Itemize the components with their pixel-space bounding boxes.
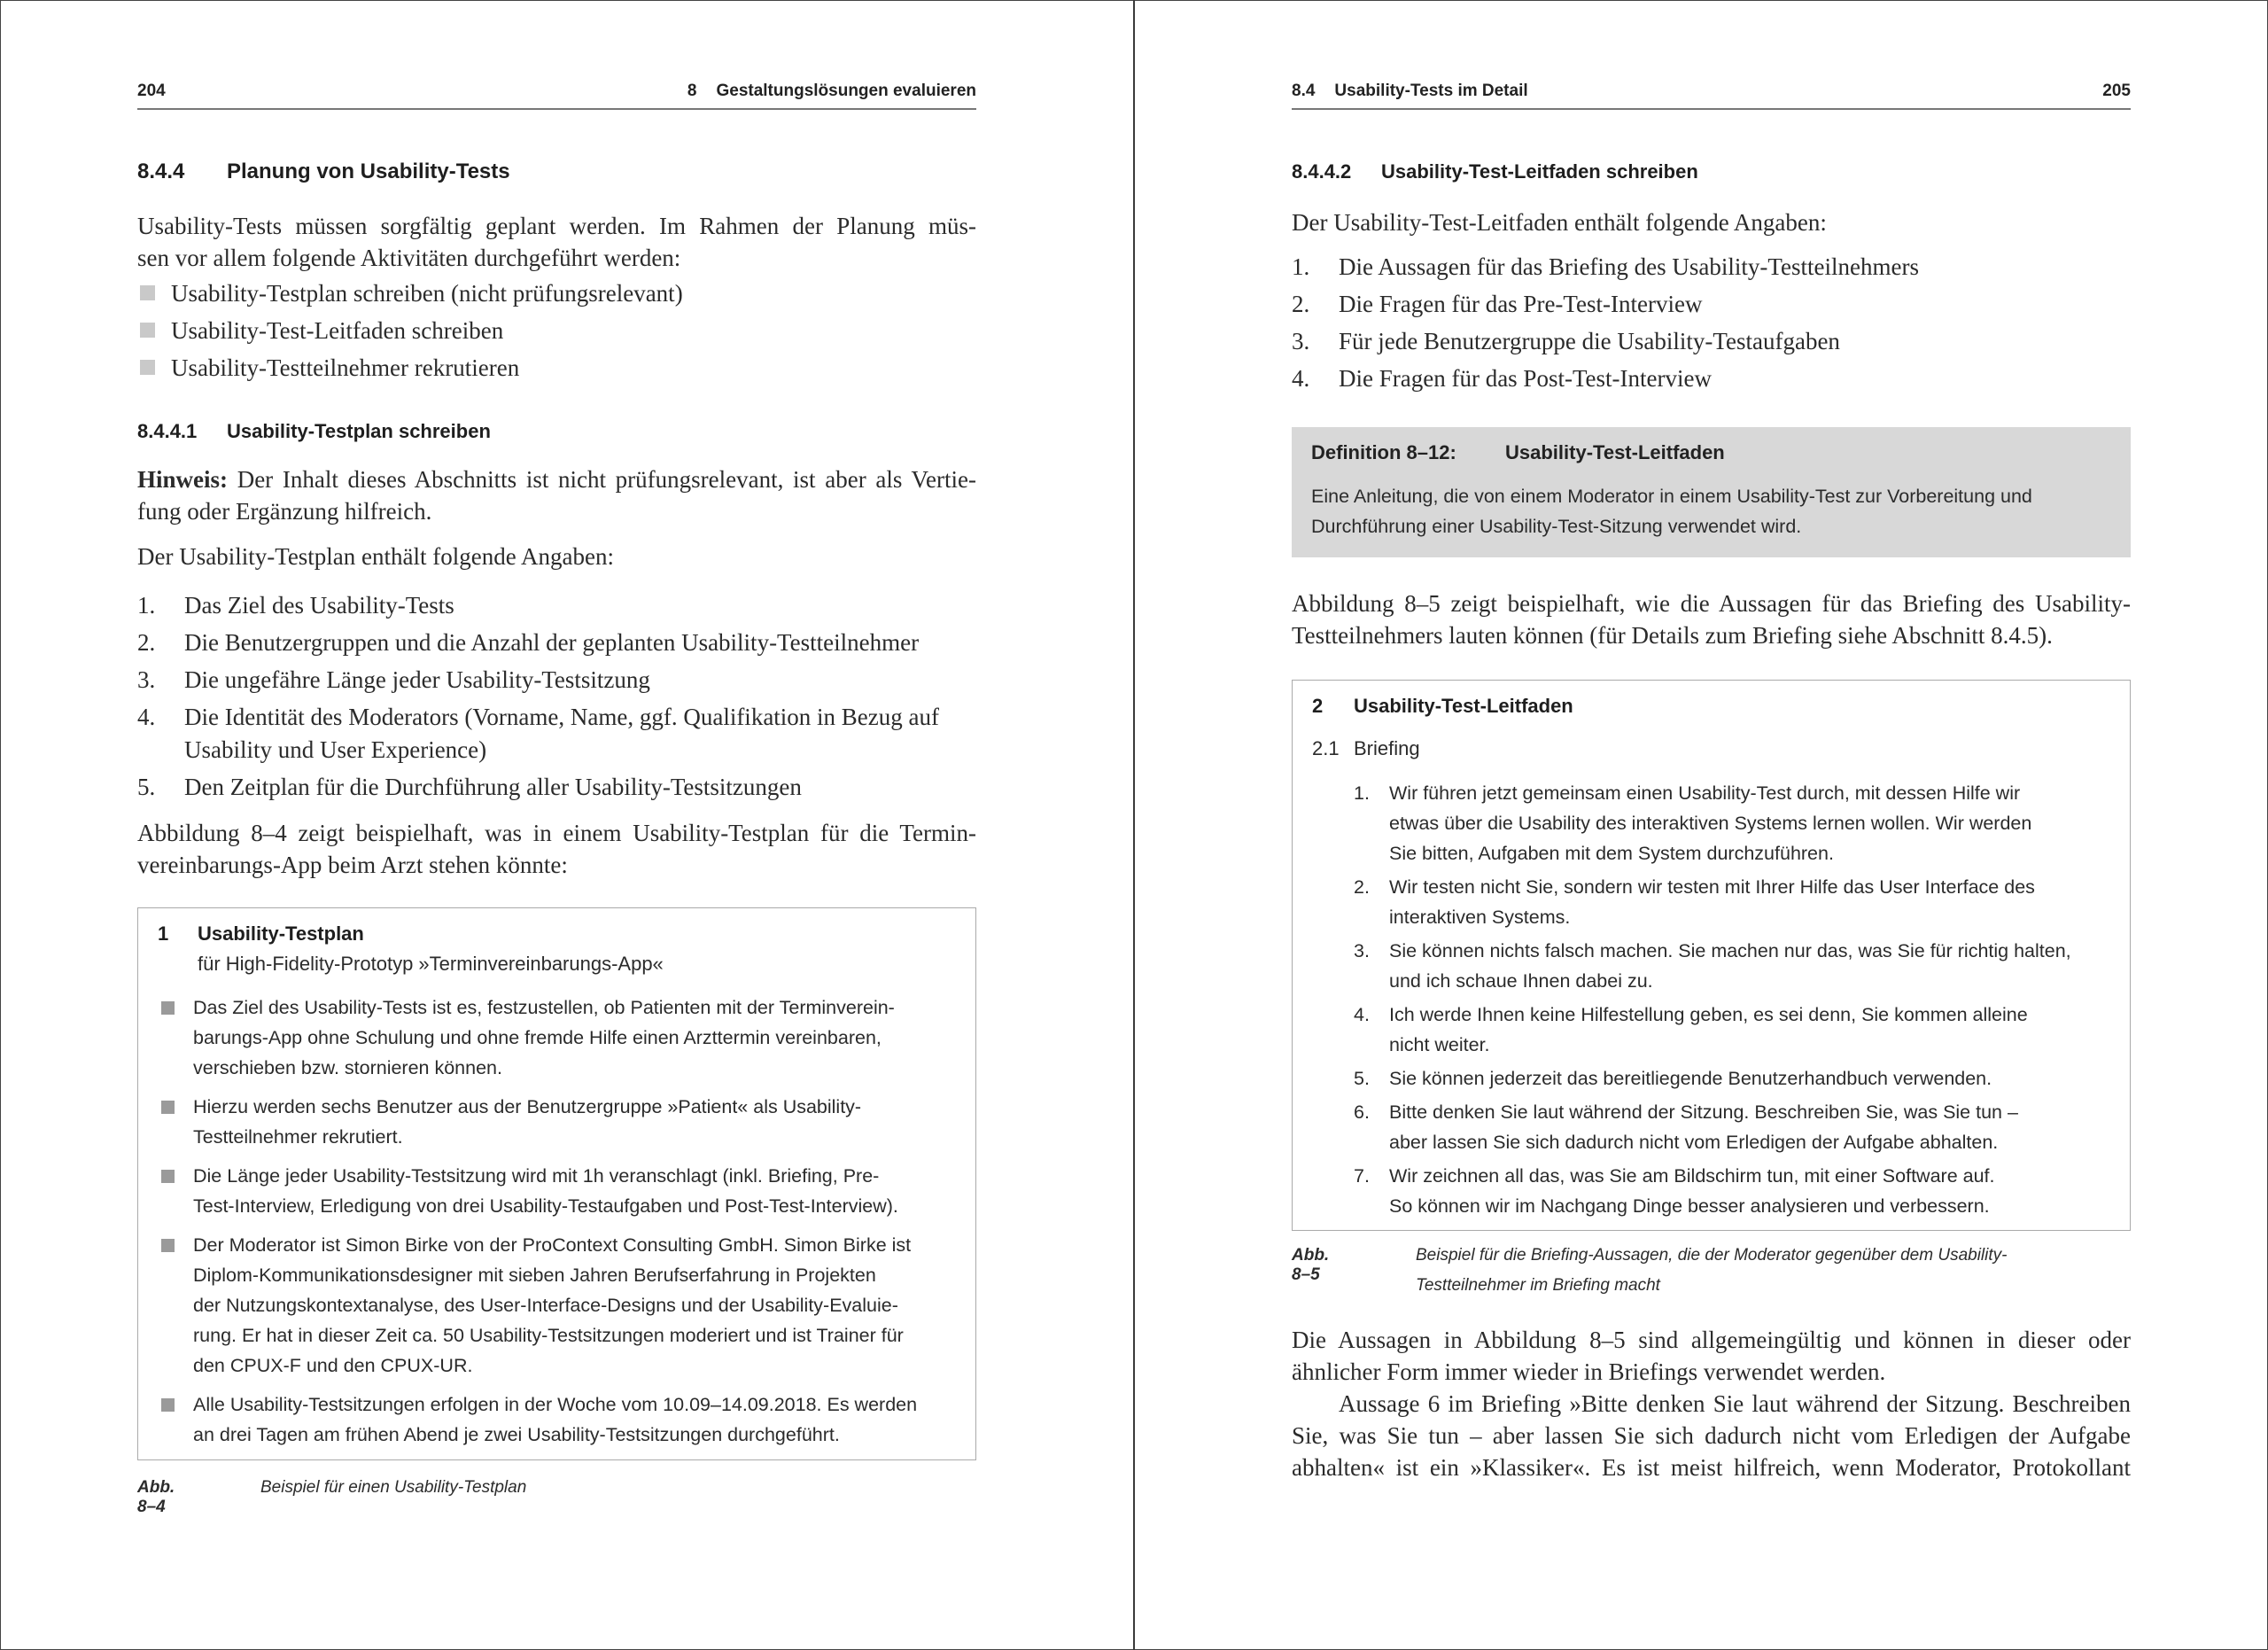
right-section-header <box>1292 82 1528 101</box>
section-heading-8-4-4 <box>137 160 510 184</box>
subsection-number: 8.4.4.2 <box>1292 160 1352 183</box>
list-item: 3. Die ungefähre Länge jeder Usability-Testsitzung <box>137 666 650 693</box>
paragraph-line: ähnlicher Form immer wieder in Briefings verwendet werden. <box>1292 1358 1886 1385</box>
section-title: Planung von Usability-Tests <box>227 160 510 183</box>
definition-term: Usability-Test-Leitfaden <box>1505 441 1725 463</box>
definition-text: Eine Anleitung, die von einem Moderator in einem Usability-Test zur Vorbereitung und Durchführung einer Usability-Test-Sitzung verwendet wird. <box>1311 486 2032 537</box>
left-running-header <box>137 80 976 110</box>
figure-heading: 1 Usability-Testplan <box>158 922 364 945</box>
paragraph-line: fung oder Ergänzung hilfreich. <box>137 498 432 525</box>
list-item: 2. Die Benutzergruppen und die Anzahl der geplanten Usability-Testteilnehmer <box>137 629 920 656</box>
list-item: Die Länge jeder Usability-Testsitzung wird mit 1h veranschlagt (inkl. Briefing, Pre- Test-Interview, Erledigung von drei Usability-Testaufgaben und Post-Test-Interview). <box>158 1161 955 1221</box>
paragraph-line: sen vor allem folgende Aktivitäten durchgeführt werden: <box>137 245 681 271</box>
left-page-number: 204 <box>137 82 166 100</box>
paragraph-line: Abbildung 8–5 zeigt beispielhaft, wie die Aussagen für das Briefing des Usability- <box>1292 590 2131 617</box>
subsection-title: Usability-Testplan schreiben <box>227 420 491 442</box>
square-bullet-icon <box>140 285 155 300</box>
list-item: Der Moderator ist Simon Birke von der ProContext Consulting GmbH. Simon Birke ist Diplom-Kommunikationsdesigner mit sieben Jahren Berufserfahrung in Projekten der Nutzungskontextanalyse, des User-Interface-Designs und der Usability-Evaluie- rung. Er hat in dieser Zeit ca. 50 Usability-Testsitzungen moderiert und ist Trainer für den CPUX-F und den CPUX-UR. <box>158 1230 955 1381</box>
list-item: Usability-Testteilnehmer rekrutieren <box>137 349 976 386</box>
definition-title <box>1311 441 1725 464</box>
list-item: Hierzu werden sechs Benutzer aus der Benutzergruppe »Patient« als Usability- Testteilnehmer rekrutiert. <box>158 1092 955 1152</box>
paragraph-line: vereinbarungs-App beim Arzt stehen könnte: <box>137 852 568 878</box>
paragraph-line: Die Aussagen in Abbildung 8–5 sind allgemeingültig und können in dieser oder <box>1292 1327 2131 1353</box>
chapter-number: 8 <box>687 82 697 100</box>
plan-items-list <box>137 589 976 808</box>
closing-paragraph <box>1292 1324 2131 1388</box>
list-item: 6. Bitte denken Sie laut während der Sitzung. Beschreiben Sie, was Sie tun – aber lassen Sie sich dadurch nicht vom Erledigen der Aufgabe abhalten. <box>1354 1101 2018 1153</box>
caption-text: Beispiel für einen Usability-Testplan <box>260 1478 527 1497</box>
list-item: 7. Wir zeichnen all das, was Sie am Bildschirm tun, mit einer Software auf. So können wir im Nachgang Dinge besser analysieren und verbessern. <box>1354 1165 1995 1217</box>
list-item: 4. Die Fragen für das Post-Test-Interview <box>1292 365 1712 392</box>
square-bullet-icon <box>161 1001 175 1015</box>
right-page <box>1292 0 2131 1650</box>
intro-paragraph <box>137 210 976 274</box>
paragraph-line: Sie, was Sie tun – aber lassen Sie sich dadurch nicht vom Erledigen der Aufgabe <box>1292 1422 2131 1449</box>
caption-label: Abb. 8–5 <box>1292 1246 1330 1284</box>
briefing-intro-paragraph <box>1292 588 2131 651</box>
activities-list <box>137 275 976 386</box>
list-item: 1. Das Ziel des Usability-Tests <box>137 592 454 619</box>
chapter-title: Gestaltungslösungen evaluieren <box>716 82 976 100</box>
definition-box <box>1292 427 2131 557</box>
figure-8-4-box <box>137 907 976 1460</box>
paragraph-line: Abbildung 8–4 zeigt beispielhaft, was in einem Usability-Testplan für die Termin- <box>137 820 976 846</box>
hint-paragraph <box>137 463 976 527</box>
section-title: Usability-Tests im Detail <box>1334 82 1528 100</box>
list-item: 5. Sie können jederzeit das bereitliegende Benutzerhandbuch verwenden. <box>1354 1068 1992 1089</box>
closing-paragraph-2 <box>1292 1388 2131 1483</box>
subsection-number: 8.4.4.1 <box>137 420 198 442</box>
paragraph-line: Usability-Tests müssen sorgfältig geplant werden. Im Rahmen der Planung müs- <box>137 213 976 239</box>
caption-text: Beispiel für die Briefing-Aussagen, die der Moderator gegenüber dem Usability- Testteilnehmer im Briefing macht <box>1416 1246 2008 1295</box>
list-item: 1. Die Aussagen für das Briefing des Usability-Testteilnehmers <box>1292 253 1919 280</box>
list-item: 3. Sie können nichts falsch machen. Sie machen nur das, was Sie für richtig halten, und ich schaue Ihnen dabei zu. <box>1354 940 2071 992</box>
section-number: 8.4.4 <box>137 160 185 183</box>
list-item: 5. Den Zeitplan für die Durchführung aller Usability-Testsitzungen <box>137 774 802 800</box>
example-paragraph <box>137 817 976 881</box>
list-item: Alle Usability-Testsitzungen erfolgen in der Woche vom 10.09–14.09.2018. Es werden an drei Tagen am frühen Abend je zwei Usability-Testsitzungen durchgeführt. <box>158 1389 955 1450</box>
subsection-heading-8-4-4-2 <box>1292 160 1698 183</box>
square-bullet-icon <box>161 1239 175 1252</box>
section-number: 8.4 <box>1292 82 1316 100</box>
list-item: 4. Die Identität des Moderators (Vorname, Name, ggf. Qualifikation in Bezug auf Usability und User Experience) <box>137 704 940 763</box>
paragraph-line: Aussage 6 im Briefing »Bitte denken Sie laut während der Sitzung. Beschreiben <box>1339 1390 2131 1417</box>
list-item: 3. Für jede Benutzergruppe die Usability-Testaufgaben <box>1292 328 1840 354</box>
paragraph-line: Hinweis: Der Inhalt dieses Abschnitts ist nicht prüfungsrelevant, ist aber als Vertie- <box>137 466 976 493</box>
square-bullet-icon <box>161 1398 175 1412</box>
square-bullet-icon <box>140 360 155 375</box>
definition-label: Definition 8–12: <box>1311 441 1456 463</box>
figure-bullets <box>158 992 955 1459</box>
figure-subheading: 2.1 Briefing <box>1312 737 1420 759</box>
figure-heading: 2 Usability-Test-Leitfaden <box>1312 695 1573 717</box>
left-page <box>137 0 976 1650</box>
right-page-number: 205 <box>2102 82 2131 100</box>
hint-label: Hinweis: <box>137 466 229 493</box>
paragraph-line: Testteilnehmers lauten können (für Details zum Briefing siehe Abschnitt 8.4.5). <box>1292 622 2053 649</box>
list-item: 2. Wir testen nicht Sie, sondern wir testen mit Ihrer Hilfe das User Interface des interaktiven Systems. <box>1354 876 2035 928</box>
subsection-title: Usability-Test-Leitfaden schreiben <box>1381 160 1698 183</box>
briefing-statements <box>1354 778 2116 1225</box>
guide-intro: Der Usability-Test-Leitfaden enthält folgende Angaben: <box>1292 209 1827 236</box>
figure-8-5-box <box>1292 680 2131 1231</box>
list-item: 2. Die Fragen für das Pre-Test-Interview <box>1292 291 1703 317</box>
square-bullet-icon <box>161 1170 175 1183</box>
book-gutter <box>1133 0 1135 1650</box>
subsection-heading-8-4-4-1 <box>137 420 491 443</box>
list-item: Das Ziel des Usability-Tests ist es, festzustellen, ob Patienten mit der Terminverein- barungs-App ohne Schulung und ohne fremde Hilfe einen Arzttermin vereinbaren, verschieben bzw. stornieren können. <box>158 992 955 1083</box>
guide-items-list <box>1292 251 2131 400</box>
right-running-header <box>1292 80 2131 110</box>
plan-intro: Der Usability-Testplan enthält folgende Angaben: <box>137 543 614 570</box>
list-item: 4. Ich werde Ihnen keine Hilfestellung geben, es sei denn, Sie kommen alleine nicht weiter. <box>1354 1004 2028 1055</box>
list-item: 1. Wir führen jetzt gemeinsam einen Usability-Test durch, mit dessen Hilfe wir etwas über die Usability des interaktiven Systems lernen wollen. Wir werden Sie bitten, Aufgaben mit dem System durchzuführen. <box>1354 782 2032 864</box>
list-item: Usability-Testplan schreiben (nicht prüfungsrelevant) <box>137 275 976 312</box>
square-bullet-icon <box>161 1101 175 1114</box>
left-chapter-header <box>687 82 976 101</box>
list-item: Usability-Test-Leitfaden schreiben <box>137 312 976 349</box>
paragraph-line: abhalten« ist ein »Klassiker«. Es ist meist hilfreich, wenn Moderator, Protokollant <box>1292 1454 2131 1481</box>
figure-subtitle: für High-Fidelity-Prototyp »Terminvereinbarungs-App« <box>198 953 664 975</box>
caption-label: Abb. 8–4 <box>137 1478 175 1516</box>
square-bullet-icon <box>140 323 155 338</box>
